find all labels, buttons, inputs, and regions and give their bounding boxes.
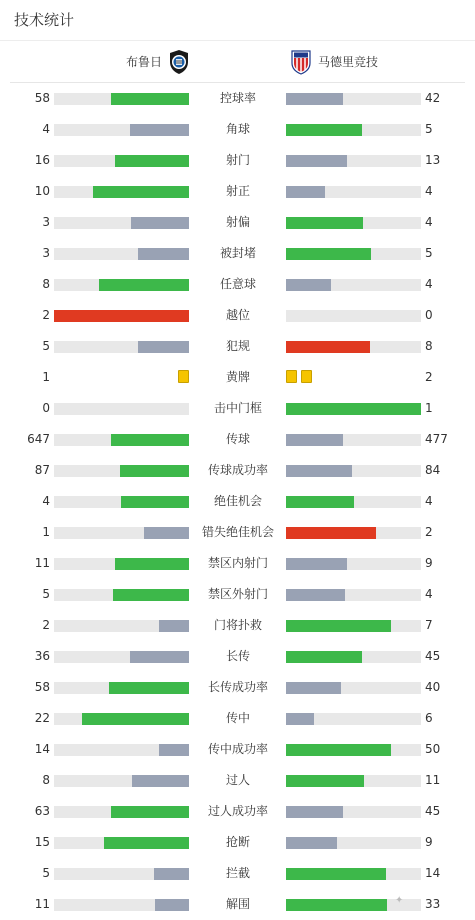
home-bar-track — [54, 558, 189, 570]
away-bar-fill — [286, 744, 391, 756]
away-value: 5 — [425, 246, 433, 260]
home-bar-fill — [111, 806, 189, 818]
home-bar-fill — [138, 341, 189, 353]
away-bar-fill — [286, 341, 370, 353]
home-value: 8 — [42, 773, 50, 787]
yellow-card-icon — [301, 370, 312, 383]
home-value: 1 — [42, 370, 50, 384]
home-bar-track — [54, 403, 189, 415]
home-value: 1 — [42, 525, 50, 539]
home-bar-fill — [121, 496, 189, 508]
stat-label: 绝佳机会 — [213, 494, 262, 508]
home-value: 58 — [34, 680, 50, 694]
stat-label: 角球 — [225, 122, 250, 136]
stat-row — [0, 207, 475, 238]
away-bar-track — [286, 837, 421, 849]
home-value: 5 — [42, 587, 50, 601]
home-team[interactable] — [126, 41, 190, 82]
away-value: 1 — [425, 401, 433, 415]
home-bar-track — [54, 434, 189, 446]
home-bar-track — [54, 775, 189, 787]
away-value: 14 — [425, 866, 441, 880]
home-bar-track — [54, 341, 189, 353]
away-value: 11 — [425, 773, 441, 787]
stat-label: 错失绝佳机会 — [201, 525, 274, 539]
away-bar-fill — [286, 279, 331, 291]
home-bar-fill — [120, 465, 189, 477]
stat-label: 传中 — [225, 711, 250, 725]
home-value: 5 — [42, 339, 50, 353]
home-value: 4 — [42, 122, 50, 136]
home-bar-fill — [131, 217, 189, 229]
home-value: 8 — [42, 277, 50, 291]
away-value: 4 — [425, 277, 433, 291]
home-value: 5 — [42, 866, 50, 880]
home-value: 10 — [34, 184, 50, 198]
away-bar-fill — [286, 620, 391, 632]
stat-row — [0, 269, 475, 300]
away-bar-fill — [286, 899, 387, 911]
away-bar-fill — [286, 434, 343, 446]
home-bar-fill — [132, 775, 189, 787]
away-team-name: 马德里竞技 — [318, 55, 379, 69]
home-bar-track — [54, 899, 189, 911]
home-bar-track — [54, 465, 189, 477]
away-bar-fill — [286, 868, 386, 880]
stat-row — [0, 548, 475, 579]
away-bar-track — [286, 93, 421, 105]
stat-row — [0, 610, 475, 641]
home-bar-fill — [111, 434, 189, 446]
stat-label: 门将扑救 — [213, 618, 262, 632]
home-value: 2 — [42, 308, 50, 322]
home-value: 14 — [34, 742, 50, 756]
home-bar-fill — [82, 713, 189, 725]
home-bar-track — [54, 806, 189, 818]
home-bar-fill — [144, 527, 189, 539]
home-bar-track — [54, 527, 189, 539]
stat-row — [0, 703, 475, 734]
away-value: 7 — [425, 618, 433, 632]
home-value: 63 — [34, 804, 50, 818]
away-bar-track — [286, 310, 421, 322]
stat-label: 黄牌 — [225, 370, 250, 384]
home-yellow-cards — [178, 370, 189, 383]
stat-label: 解围 — [225, 897, 250, 911]
home-bar-fill — [115, 558, 189, 570]
away-bar-track — [286, 868, 421, 880]
away-bar-fill — [286, 248, 371, 260]
away-value: 42 — [425, 91, 441, 105]
away-value: 4 — [425, 587, 433, 601]
away-bar-track — [286, 806, 421, 818]
home-bar-fill — [159, 744, 189, 756]
stat-label: 传球 — [225, 432, 250, 446]
away-bar-fill — [286, 403, 421, 415]
away-value: 5 — [425, 122, 433, 136]
away-value: 9 — [425, 556, 433, 570]
away-bar-fill — [286, 124, 362, 136]
away-bar-track — [286, 775, 421, 787]
away-bar-track — [286, 155, 421, 167]
away-value: 8 — [425, 339, 433, 353]
home-bar-fill — [138, 248, 189, 260]
away-value: 4 — [425, 494, 433, 508]
away-bar-fill — [286, 93, 343, 105]
away-value: 2 — [425, 525, 433, 539]
stat-label: 传球成功率 — [207, 463, 268, 477]
away-value: 4 — [425, 184, 433, 198]
away-value: 477 — [425, 432, 448, 446]
stat-label: 过人 — [225, 773, 250, 787]
home-value: 3 — [42, 246, 50, 260]
stat-row — [0, 672, 475, 703]
home-bar-track — [54, 651, 189, 663]
team-header — [10, 41, 465, 83]
away-bar-track — [286, 341, 421, 353]
home-bar-track — [54, 124, 189, 136]
home-bar-track — [54, 744, 189, 756]
away-bar-track — [286, 558, 421, 570]
away-bar-fill — [286, 186, 325, 198]
home-value: 11 — [34, 556, 50, 570]
stat-row — [0, 796, 475, 827]
stat-row — [0, 176, 475, 207]
home-value: 3 — [42, 215, 50, 229]
home-bar-fill — [115, 155, 189, 167]
away-bar-track — [286, 124, 421, 136]
away-bar-track — [286, 620, 421, 632]
home-bar-track — [54, 496, 189, 508]
away-bar-fill — [286, 217, 363, 229]
watermark: ✦ — [395, 895, 404, 906]
away-bar-track — [286, 527, 421, 539]
stat-label: 长传成功率 — [207, 680, 268, 694]
away-bar-track — [286, 403, 421, 415]
away-bar-fill — [286, 558, 347, 570]
stat-row — [0, 517, 475, 548]
yellow-card-icon — [178, 370, 189, 383]
stat-label: 越位 — [225, 308, 250, 322]
stat-row — [0, 362, 475, 393]
away-team[interactable] — [290, 41, 378, 82]
stat-row — [0, 827, 475, 858]
away-bar-track — [286, 434, 421, 446]
away-value: 33 — [425, 897, 441, 911]
home-bar-track — [54, 248, 189, 260]
away-value: 84 — [425, 463, 441, 477]
away-bar-fill — [286, 806, 343, 818]
away-bar-fill — [286, 713, 314, 725]
away-bar-fill — [286, 527, 376, 539]
stat-label: 被封堵 — [219, 246, 256, 260]
home-bar-fill — [54, 310, 189, 322]
home-value: 36 — [34, 649, 50, 663]
away-value: 50 — [425, 742, 441, 756]
home-bar-fill — [130, 124, 189, 136]
home-bar-track — [54, 217, 189, 229]
stat-row — [0, 393, 475, 424]
yellow-card-icon — [286, 370, 297, 383]
away-value: 9 — [425, 835, 433, 849]
home-bar-track — [54, 620, 189, 632]
home-bar-track — [54, 279, 189, 291]
home-bar-track — [54, 186, 189, 198]
away-bar-fill — [286, 837, 337, 849]
away-value: 13 — [425, 153, 441, 167]
home-bar-fill — [104, 837, 189, 849]
stat-row — [0, 579, 475, 610]
stat-label: 传中成功率 — [207, 742, 268, 756]
stats-list — [0, 83, 475, 920]
stat-row — [0, 641, 475, 672]
stat-row — [0, 858, 475, 889]
away-bar-fill — [286, 775, 364, 787]
home-bar-track — [54, 589, 189, 601]
away-value: 0 — [425, 308, 433, 322]
stat-label: 禁区外射门 — [207, 587, 268, 601]
away-value: 6 — [425, 711, 433, 725]
home-bar-fill — [130, 651, 189, 663]
home-value: 2 — [42, 618, 50, 632]
stat-row — [0, 145, 475, 176]
home-bar-track — [54, 310, 189, 322]
away-bar-track — [286, 682, 421, 694]
stat-label: 禁区内射门 — [207, 556, 268, 570]
away-bar-track — [286, 744, 421, 756]
stat-label: 犯规 — [225, 339, 250, 353]
home-value: 22 — [34, 711, 50, 725]
away-bar-track — [286, 217, 421, 229]
stat-label: 过人成功率 — [207, 804, 268, 818]
page-title: 技术统计 — [0, 0, 475, 41]
home-bar-fill — [113, 589, 189, 601]
home-bar-fill — [155, 899, 189, 911]
away-yellow-cards — [286, 370, 312, 383]
away-bar-fill — [286, 682, 341, 694]
away-bar-track — [286, 651, 421, 663]
stat-row — [0, 83, 475, 114]
away-value: 2 — [425, 370, 433, 384]
stat-row — [0, 424, 475, 455]
away-bar-track — [286, 465, 421, 477]
stat-label: 射偏 — [225, 215, 250, 229]
stat-row — [0, 455, 475, 486]
stat-row — [0, 734, 475, 765]
away-bar-track — [286, 186, 421, 198]
away-bar-fill — [286, 496, 354, 508]
home-bar-track — [54, 837, 189, 849]
stat-row — [0, 331, 475, 362]
away-bar-fill — [286, 651, 362, 663]
home-bar-fill — [109, 682, 189, 694]
stat-row — [0, 889, 475, 920]
club-brugge-crest-icon — [168, 49, 190, 75]
stat-label: 击中门框 — [213, 401, 262, 415]
stat-row — [0, 486, 475, 517]
home-value: 4 — [42, 494, 50, 508]
stat-label: 任意球 — [219, 277, 256, 291]
home-value: 15 — [34, 835, 50, 849]
home-bar-track — [54, 713, 189, 725]
away-bar-fill — [286, 155, 347, 167]
stat-label: 抢断 — [225, 835, 250, 849]
home-bar-fill — [99, 279, 189, 291]
away-bar-fill — [286, 465, 352, 477]
home-team-name: 布鲁日 — [125, 55, 162, 69]
stat-label: 拦截 — [225, 866, 250, 880]
away-bar-track — [286, 248, 421, 260]
home-value: 0 — [42, 401, 50, 415]
away-value: 4 — [425, 215, 433, 229]
home-bar-fill — [111, 93, 189, 105]
home-bar-track — [54, 93, 189, 105]
home-value: 647 — [27, 432, 50, 446]
stat-row — [0, 765, 475, 796]
atletico-madrid-crest-icon — [290, 49, 312, 75]
home-bar-fill — [154, 868, 189, 880]
away-bar-track — [286, 279, 421, 291]
away-value: 45 — [425, 649, 441, 663]
stat-label: 射门 — [225, 153, 250, 167]
stat-row — [0, 300, 475, 331]
stat-label: 长传 — [225, 649, 250, 663]
stat-row — [0, 114, 475, 145]
stat-label: 射正 — [225, 184, 250, 198]
home-value: 58 — [34, 91, 50, 105]
home-bar-track — [54, 155, 189, 167]
stat-row — [0, 238, 475, 269]
away-bar-track — [286, 589, 421, 601]
home-bar-fill — [159, 620, 189, 632]
stat-label: 控球率 — [219, 91, 256, 105]
home-value: 16 — [34, 153, 50, 167]
home-bar-track — [54, 868, 189, 880]
home-value: 87 — [34, 463, 50, 477]
home-value: 11 — [34, 897, 50, 911]
away-bar-fill — [286, 589, 345, 601]
away-value: 45 — [425, 804, 441, 818]
home-bar-fill — [93, 186, 189, 198]
away-value: 40 — [425, 680, 441, 694]
home-bar-track — [54, 682, 189, 694]
away-bar-track — [286, 496, 421, 508]
away-bar-track — [286, 713, 421, 725]
